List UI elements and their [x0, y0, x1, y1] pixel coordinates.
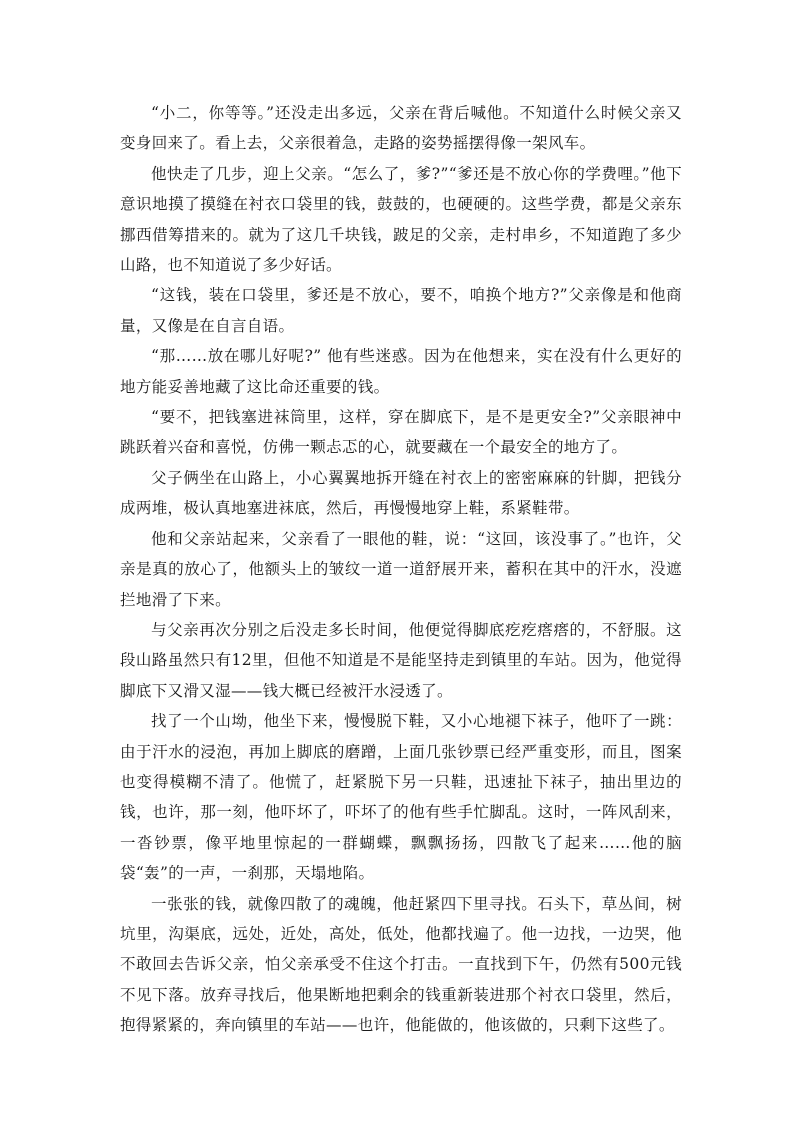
- paragraph: “要不，把钱塞进袜筒里，这样，穿在脚底下，是不是更安全?”父亲眼神中跳跃着兴奋和喜悦，仿佛一颗忐忑的心，就要藏在一个最安全的地方了。: [120, 408, 682, 457]
- story-text: [120, 98, 682, 1041]
- paragraph: 与父亲再次分别之后没走多长时间，他便觉得脚底疙疙瘩瘩的，不舒服。这段山路虽然只有12里，但他不知道是不是能坚持走到镇里的车站。因为，他觉得脚底下又滑又湿——钱大概已经被汗水浸透了。: [120, 620, 682, 700]
- paragraph: “小二，你等等。”还没走出多远，父亲在背后喊他。不知道什么时候父亲又变身回来了。看上去，父亲很着急，走路的姿势摇摆得像一架风车。: [120, 104, 682, 153]
- paragraph: 父子俩坐在山路上，小心翼翼地拆开缝在衬衣上的密密麻麻的针脚，把钱分成两堆，极认真地塞进袜底，然后，再慢慢地穿上鞋，系紧鞋带。: [120, 468, 682, 518]
- paragraph: 他和父亲站起来，父亲看了一眼他的鞋，说：“这回，该没事了。”也许，父亲是真的放心了，他额头上的皱纹一道一道舒展开来，蓄积在其中的汗水，没遮拦地滑了下来。: [120, 529, 682, 609]
- paragraph: 找了一个山坳，他坐下来，慢慢脱下鞋，又小心地褪下袜子，他吓了一跳：由于汗水的浸泡，再加上脚底的磨蹭，上面几张钞票已经严重变形，而且，图案也变得模糊不清了。他慌了，赶紧脱下另一只鞋，迅速扯下袜子，抽出里边的钱，也许，那一刻，他吓坏了，吓坏了的他有些手忙脚乱。这时，一阵风刮来，一沓钞票，像平地里惊起的一群蝴蝶，飘飘扬扬，四散飞了起来……他的脑袋“轰”的一声，一刹那，天塌地陷。: [120, 712, 682, 883]
- paragraph: 一张张的钱，就像四散了的魂魄，他赶紧四下里寻找。石头下，草丛间，树坑里，沟渠底，远处，近处，高处，低处，他都找遍了。他一边找，一边哭，他不敢回去告诉父亲，怕父亲承受不住这个打击。一直找到下午，仍然有500元钱不见下落。放弃寻找后，他果断地把剩余的钱重新装进那个衬衣口袋里，然后，抱得紧紧的，奔向镇里的车站——也许，他能做的，他该做的，只剩下这些了。: [120, 894, 682, 1035]
- paragraph: “这钱，装在口袋里，爹还是不放心，要不，咱换个地方?”父亲像是和他商量，又像是在自言自语。: [120, 286, 682, 335]
- paragraph: 他快走了几步，迎上父亲。“怎么了，爹?”“爹还是不放心你的学费哩。”他下意识地摸了摸缝在衬衣口袋里的钱，鼓鼓的，也硬硬的。这些学费，都是父亲东挪西借筹措来的。就为了这几千块钱，跛足的父亲，走村串乡，不知道跑了多少山路，也不知道说了多少好话。: [120, 164, 682, 275]
- paragraph: “那……放在哪儿好呢?” 他有些迷惑。因为在他想来，实在没有什么更好的地方能妥善地藏了这比命还重要的钱。: [120, 347, 682, 396]
